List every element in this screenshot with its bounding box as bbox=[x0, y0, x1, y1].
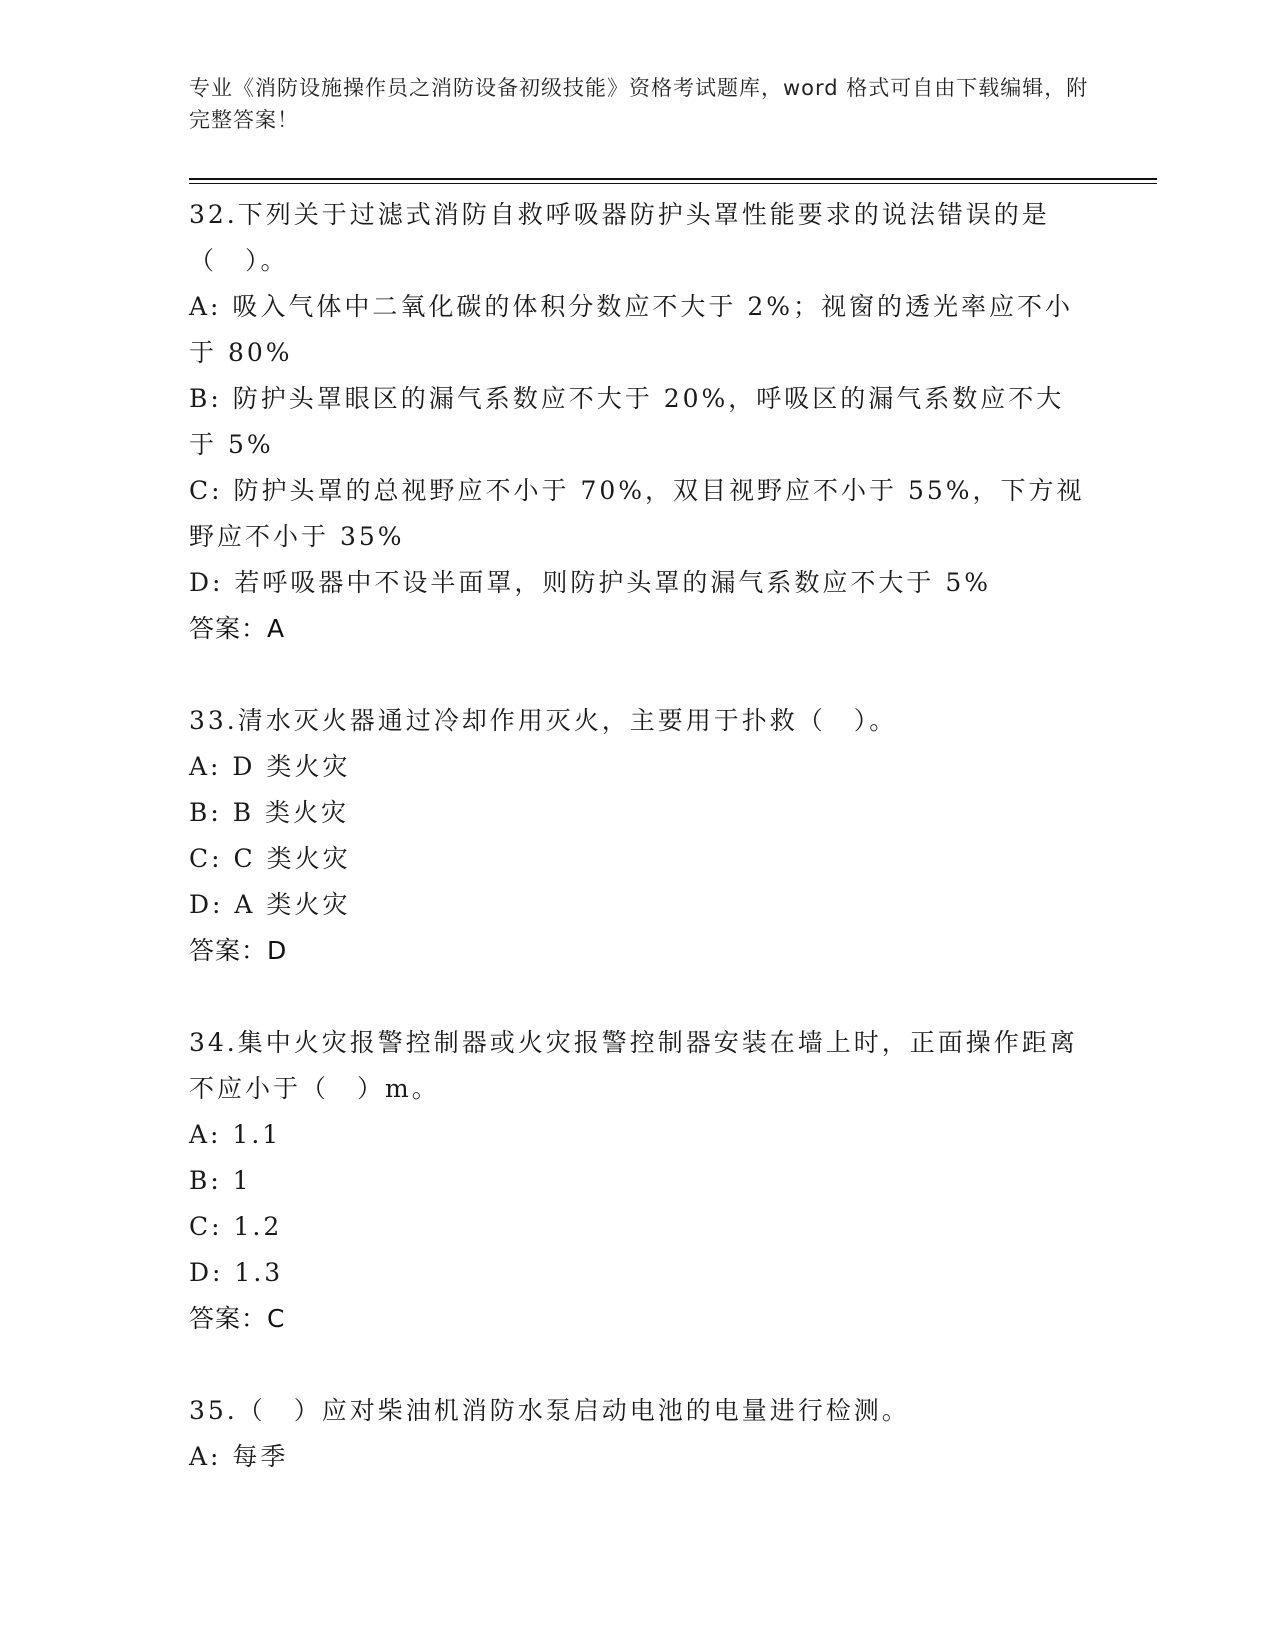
question-list bbox=[189, 192, 1089, 1526]
document-header: 专业《消防设施操作员之消防设备初级技能》资格考试题库，word 格式可自由下载编辑，附完整答案！ bbox=[189, 76, 1089, 132]
question-stem: 35.（ ）应对柴油机消防水泵启动电池的电量进行检测。 bbox=[189, 1396, 910, 1425]
question-35 bbox=[189, 1388, 1089, 1480]
question-stem: 34.集中火灾报警控制器或火灾报警控制器安装在墙上时，正面操作距离不应小于（ ）m。 bbox=[189, 1028, 1078, 1103]
answer: 答案：A bbox=[189, 614, 286, 643]
option-a: A: 1.1 bbox=[189, 1120, 282, 1149]
question-stem: 33.清水灭火器通过冷却作用灭火，主要用于扑救（ ）。 bbox=[189, 706, 898, 735]
option-d: D: 若呼吸器中不设半面罩，则防护头罩的漏气系数应不大于 5% bbox=[189, 568, 992, 597]
option-d: D: 1.3 bbox=[189, 1258, 284, 1287]
question-34 bbox=[189, 1020, 1089, 1342]
header-divider-thick bbox=[189, 178, 1157, 180]
question-33 bbox=[189, 698, 1089, 974]
option-d: D: A 类火灾 bbox=[189, 890, 351, 919]
question-stem: 32.下列关于过滤式消防自救呼吸器防护头罩性能要求的说法错误的是（ ）。 bbox=[189, 200, 1050, 275]
option-a: A: D 类火灾 bbox=[189, 752, 351, 781]
question-32 bbox=[189, 192, 1089, 652]
header-divider-thin bbox=[189, 183, 1157, 184]
option-a: A: 每季 bbox=[189, 1442, 289, 1471]
option-b: B: 防护头罩眼区的漏气系数应不大于 20%，呼吸区的漏气系数应不大于 5% bbox=[189, 384, 1065, 459]
option-c: C: C 类火灾 bbox=[189, 844, 351, 873]
option-c: C: 防护头罩的总视野应不小于 70%，双目视野应不小于 55%，下方视野应不小于 35% bbox=[189, 476, 1085, 551]
answer: 答案：C bbox=[189, 1304, 286, 1333]
option-a: A: 吸入气体中二氧化碳的体积分数应不大于 2%；视窗的透光率应不小于 80% bbox=[189, 292, 1074, 367]
option-c: C: 1.2 bbox=[189, 1212, 283, 1241]
option-b: B: B 类火灾 bbox=[189, 798, 350, 827]
answer: 答案：D bbox=[189, 936, 288, 965]
option-b: B: 1 bbox=[189, 1166, 252, 1195]
